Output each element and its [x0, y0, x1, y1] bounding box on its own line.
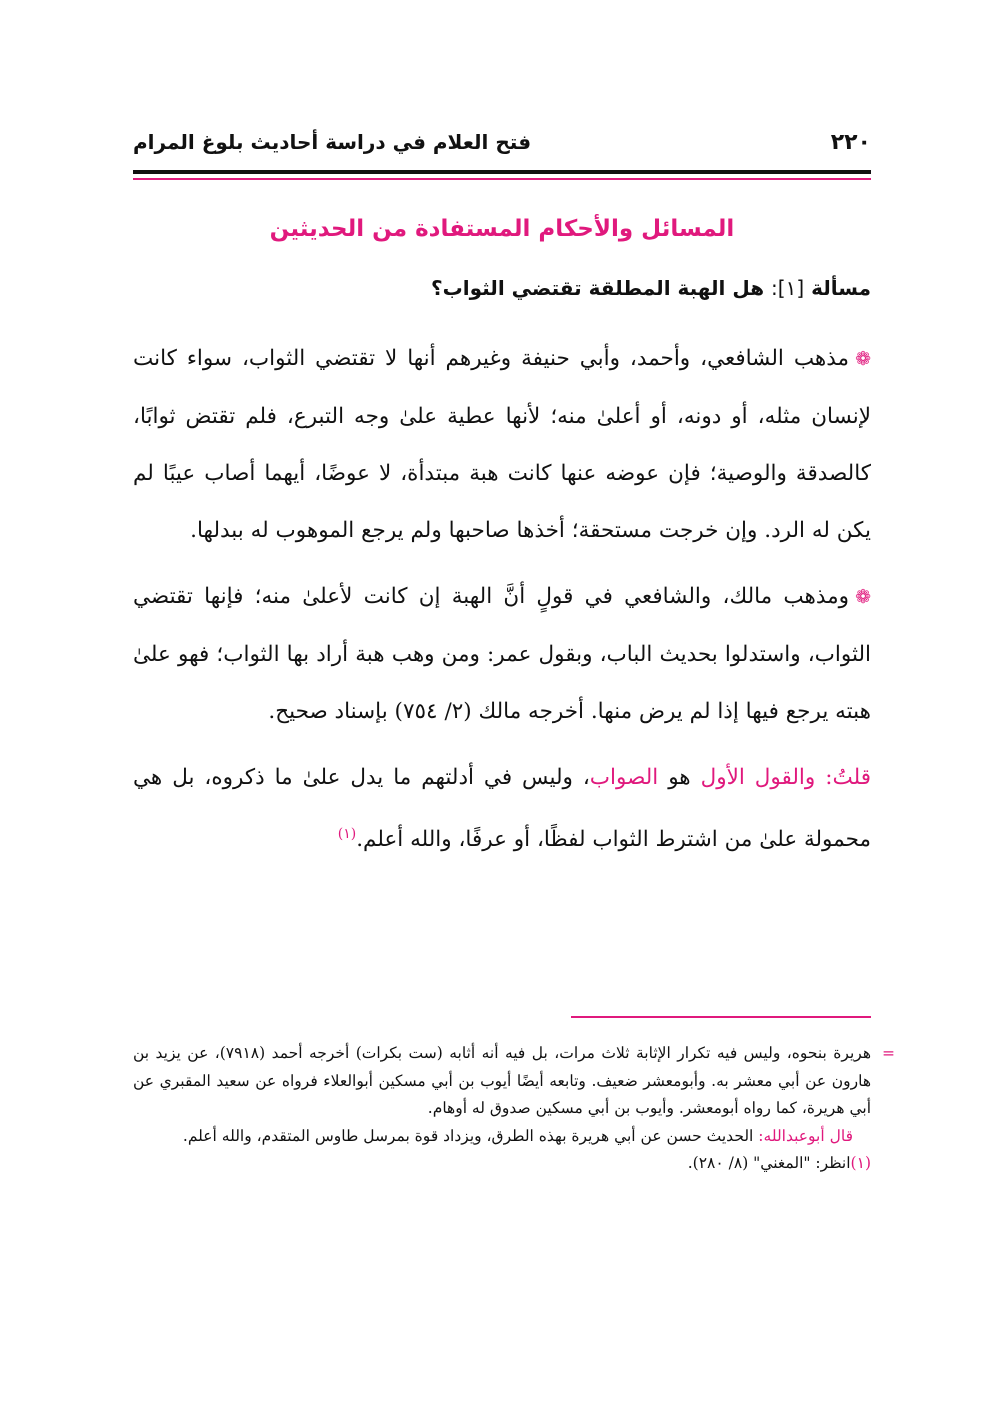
paragraph-conclusion: [133, 749, 871, 868]
footnote-1: [133, 1150, 871, 1178]
question-label: مسألة: [811, 276, 871, 300]
footnote-continuation-text: هريرة بنحوه، وليس فيه تكرار الإثابة ثلاث مرات، بل فيه أنه أثابه (ست بكرات) أخرجه أحمد (٧٩١٨)، عن يزيد بن هارون عن أبي معشر به. وأبومعشر ضعيف. وتابعه أيضًا أيوب بن أبي مسكين أبوالعلاء فرواه عن سعيد المقبري عن أبي هريرة، كما رواه أبومعشر. وأيوب بن أبي مسكين صدوق له أوهام.: [133, 1044, 871, 1117]
footnote-continuation: [133, 1040, 895, 1123]
question-heading: [133, 276, 871, 300]
first-opinion-label: والقول الأول: [700, 765, 816, 790]
paragraph-malik: [133, 568, 871, 740]
correct-label: الصواب: [589, 765, 659, 790]
conclusion-connector: هو: [668, 765, 691, 790]
page-header: [133, 130, 871, 170]
book-title: فتح العلام في دراسة أحاديث بلوغ المرام: [133, 130, 532, 154]
flower-icon: ❁: [855, 586, 871, 608]
conclusion-text: ، وليس في أدلتهم ما يدل علىٰ ما ذكروه، بل هي محمولة علىٰ من اشترط الثواب لفظًا، أو عرفًا، والله أعلم.: [133, 765, 871, 853]
author-note-label: قال أبوعبدالله:: [758, 1126, 853, 1145]
header-rule-thick: [133, 170, 871, 174]
footnote-author-note: [133, 1123, 871, 1151]
paragraph-text: ومذهب مالك، والشافعي في قولٍ أنَّ الهبة إن كانت لأعلىٰ منه؛ فإنها تقتضي الثواب، واستدلوا بحديث الباب، وبقول عمر: ومن وهب هبة أراد بها الثواب؛ فهو علىٰ هبته يرجع فيها إذا لم يرض منها. أخرجه مالك (٢/ ٧٥٤) بإسناد صحيح.: [133, 584, 871, 724]
continuation-icon: =: [882, 1044, 895, 1062]
author-says-label: قلتُ:: [825, 765, 871, 790]
footnotes: [133, 1040, 895, 1178]
footnote-1-text: انظر: "المغني" (٨/ ٢٨٠).: [687, 1154, 851, 1172]
page-number: ٢٢٠: [830, 130, 871, 155]
paragraph-shafii: [133, 330, 871, 559]
footnote-1-number[interactable]: (١): [850, 1154, 871, 1172]
question-number: [١]:: [771, 276, 805, 300]
flower-icon: ❁: [855, 348, 871, 370]
paragraph-text: مذهب الشافعي، وأحمد، وأبي حنيفة وغيرهم أنها لا تقتضي الثواب، سواء كانت لإنسان مثله، أو دونه، أو أعلىٰ منه؛ لأنها عطية علىٰ وجه التبرع، فلم تقتض ثوابًا، كالصدقة والوصية؛ فإن عوضه عنها كانت هبة مبتدأة، لا عوضًا، أيهما أصاب عيبًا لم يكن له الرد. وإن خرجت مستحقة؛ أخذها صاحبها ولم يرجع الموهوب له ببدلها.: [133, 346, 871, 543]
header-rule-thin: [133, 178, 871, 180]
footnote-ref-1[interactable]: (١): [337, 826, 357, 842]
footnote-separator: [571, 1016, 871, 1018]
section-heading: المسائل والأحكام المستفادة من الحديثين: [269, 216, 735, 242]
question-text: هل الهبة المطلقة تقتضي الثواب؟: [431, 276, 765, 300]
main-text: [133, 330, 871, 877]
author-note-text: الحديث حسن عن أبي هريرة بهذه الطرق، ويزداد قوة بمرسل طاوس المتقدم، والله أعلم.: [182, 1126, 754, 1145]
